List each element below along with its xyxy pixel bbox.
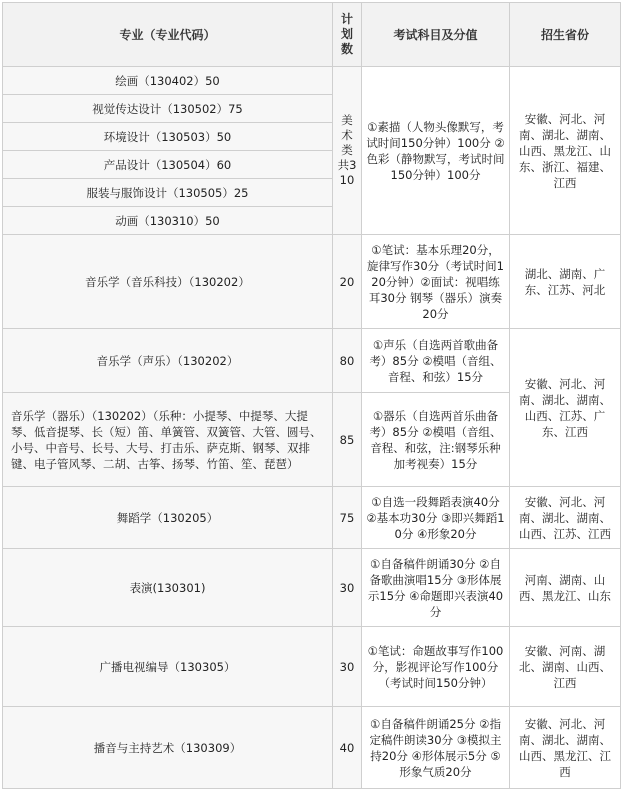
major-cell: 产品设计（130504）60 — [3, 151, 333, 179]
table-row — [3, 487, 621, 549]
major-cell: 环境设计（130503）50 — [3, 123, 333, 151]
provinces-cell: 湖北、湖南、广东、江苏、河北 — [510, 235, 621, 329]
major-cell: 音乐学（声乐）（130202） — [3, 329, 333, 393]
header-subjects: 考试科目及分值 — [362, 3, 510, 67]
header-provinces: 招生省份 — [510, 3, 621, 67]
major-cell: 绘画（130402）50 — [3, 67, 333, 95]
major-cell: 服装与服饰设计（130505）25 — [3, 179, 333, 207]
subjects-cell: ①自备稿件朗诵25分 ②指定稿件朗读30分 ③模拟主持20分 ④形体展示5分 ⑤形象气质20分 — [362, 707, 510, 789]
provinces-cell: 安徽、河北、河南、湖北、湖南、山西、江苏、江西 — [510, 487, 621, 549]
table-row — [3, 627, 621, 707]
subjects-cell: ①自选一段舞蹈表演40分 ②基本功30分 ③即兴舞蹈10分 ④形象20分 — [362, 487, 510, 549]
plan-cell: 30 — [333, 627, 362, 707]
header-plan: 计划数 — [333, 3, 362, 67]
major-cell: 音乐学（音乐科技）（130202） — [3, 235, 333, 329]
plan-cell: 40 — [333, 707, 362, 789]
table-row — [3, 235, 621, 329]
subjects-cell: ①素描（人物头像默写，考试时间150分钟）100分 ②色彩（静物默写，考试时间150分钟）100分 — [362, 67, 510, 235]
subjects-cell: ①笔试：命题故事写作100分，影视评论写作100分（考试时间150分钟） — [362, 627, 510, 707]
plan-cell: 75 — [333, 487, 362, 549]
subjects-cell: ①笔试：基本乐理20分，旋律写作30分（考试时间120分钟）②面试：视唱练耳30分 钢琴（器乐）演奏20分 — [362, 235, 510, 329]
major-cell: 广播电视编导（130305） — [3, 627, 333, 707]
plan-cell: 85 — [333, 393, 362, 487]
plan-cell: 美术类共310 — [333, 67, 362, 235]
provinces-cell: 安徽、河北、河南、湖北、湖南、山西、江苏、广东、江西 — [510, 329, 621, 487]
header-row — [3, 3, 621, 67]
major-cell: 舞蹈学（130205） — [3, 487, 333, 549]
provinces-cell: 河南、湖南、山西、黑龙江、山东 — [510, 549, 621, 627]
subjects-cell: ①声乐（自选两首歌曲备考）85分 ②模唱（音组、音程、和弦）15分 — [362, 329, 510, 393]
table-row — [3, 67, 621, 95]
admissions-table — [2, 2, 621, 789]
provinces-cell: 安徽、河北、河南、湖北、湖南、山西、黑龙江、山东、浙江、福建、江西 — [510, 67, 621, 235]
subjects-cell: ①器乐（自选两首乐曲备考）85分 ②模唱（音组、音程、和弦，注:钢琴乐种加考视奏）15分 — [362, 393, 510, 487]
header-major: 专业（专业代码） — [3, 3, 333, 67]
plan-cell: 30 — [333, 549, 362, 627]
major-cell: 动画（130310）50 — [3, 207, 333, 235]
table-row — [3, 707, 621, 789]
table-row — [3, 549, 621, 627]
provinces-cell: 安徽、河南、湖北、湖南、山西、江西 — [510, 627, 621, 707]
table-row — [3, 329, 621, 393]
subjects-cell: ①自备稿件朗诵30分 ②自备歌曲演唱15分 ③形体展示15分 ④命题即兴表演40分 — [362, 549, 510, 627]
major-cell: 表演(130301) — [3, 549, 333, 627]
major-cell: 音乐学（器乐）（130202）（乐种：小提琴、中提琴、大提琴、低音提琴、长（短）笛、单簧管、双簧管、大管、圆号、小号、中音号、长号、大号、打击乐、萨克斯、钢琴、双排键、电子管风琴、二胡、古筝、扬琴、竹笛、笙、琵琶） — [3, 393, 333, 487]
plan-cell: 80 — [333, 329, 362, 393]
provinces-cell: 安徽、河北、河南、湖北、湖南、山西、黑龙江、江西 — [510, 707, 621, 789]
major-cell: 播音与主持艺术（130309） — [3, 707, 333, 789]
plan-cell: 20 — [333, 235, 362, 329]
major-cell: 视觉传达设计（130502）75 — [3, 95, 333, 123]
